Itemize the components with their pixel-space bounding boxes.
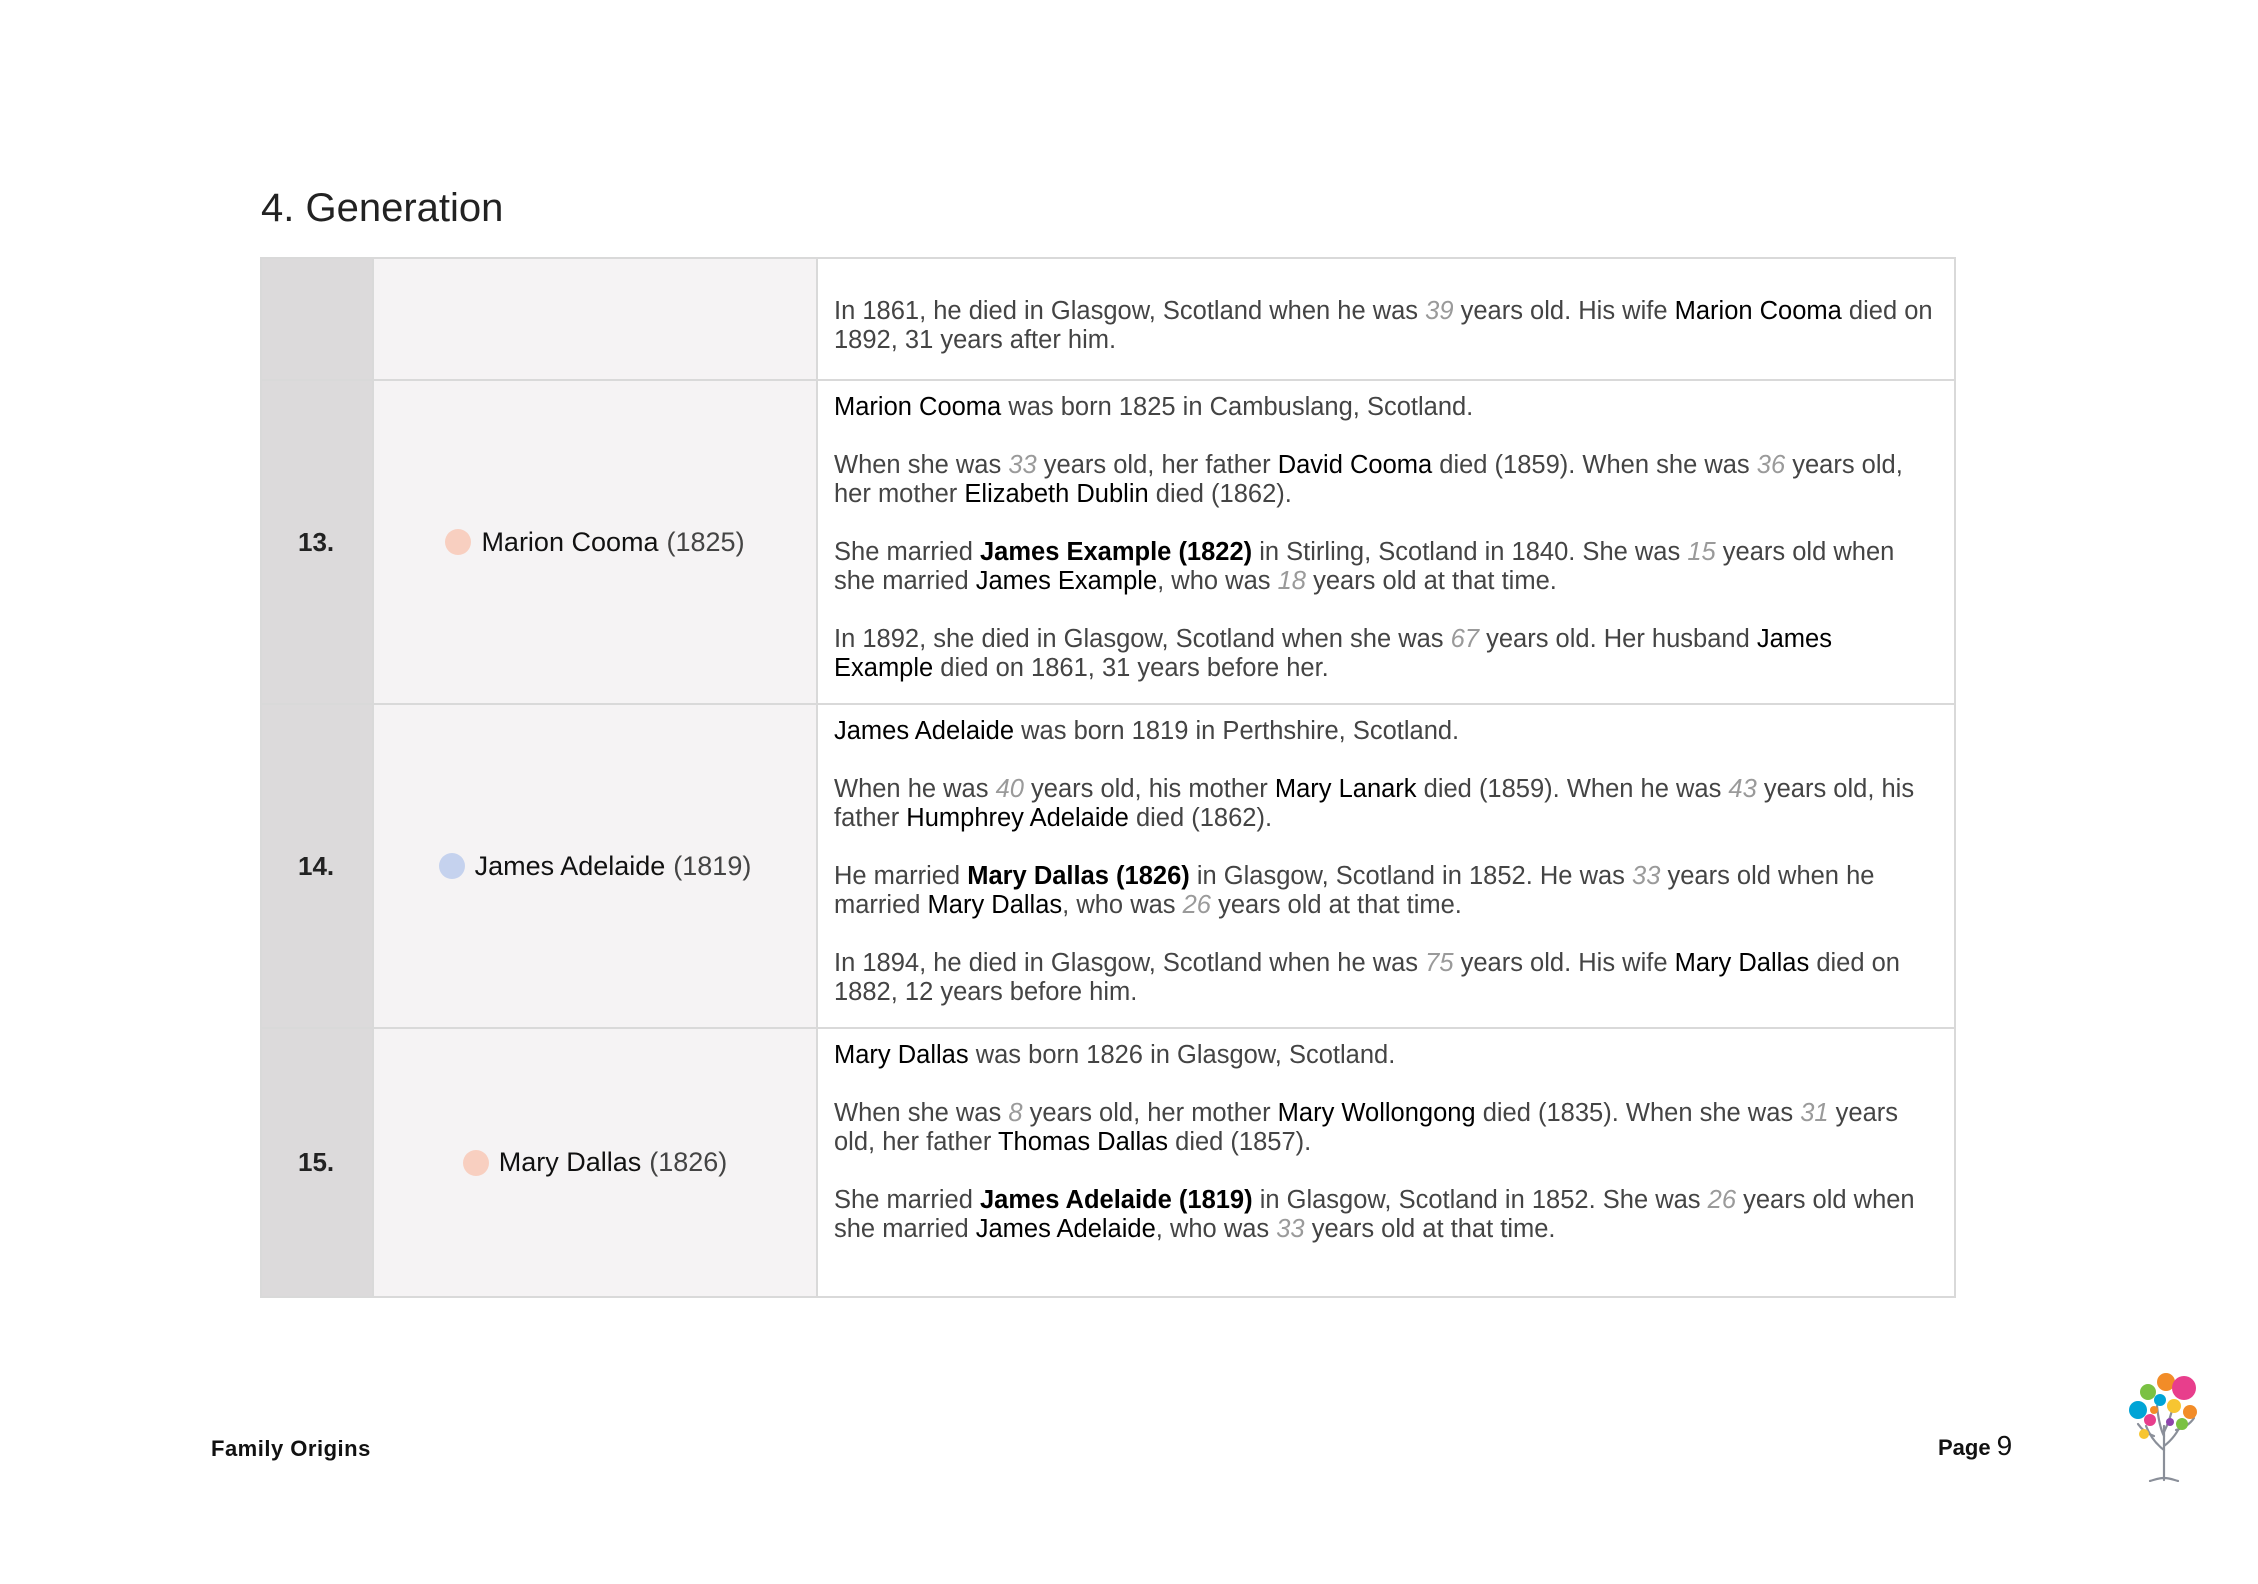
- footer-brand: Family Origins: [211, 1436, 371, 1461]
- age-value: 26: [1182, 891, 1211, 919]
- person-reference: James Adelaide (1819): [979, 1186, 1253, 1214]
- person-reference: Marion Cooma: [1674, 297, 1842, 325]
- person-entry[interactable]: [374, 527, 816, 558]
- tree-icon: [2124, 1366, 2204, 1482]
- age-value: 15: [1687, 538, 1716, 566]
- female-dot-icon: [463, 1150, 489, 1176]
- description-paragraph: In 1861, he died in Glasgow, Scotland when he was 39 years old. His wife Marion Cooma died on 1892, 31 years after him.: [834, 297, 1933, 354]
- person-reference: James Adelaide: [834, 717, 1015, 745]
- age-value: 33: [1276, 1215, 1305, 1243]
- generation-table: [260, 257, 1956, 1298]
- person-reference: David Cooma: [1277, 451, 1433, 479]
- description-paragraph: He married Mary Dallas (1826) in Glasgow, Scotland in 1852. He was 33 years old when he married Mary Dallas, who was 26 years old at that time.: [834, 862, 1875, 919]
- description-paragraph: James Adelaide was born 1819 in Perthshire, Scotland.: [834, 717, 1460, 745]
- person-reference: Humphrey Adelaide: [906, 804, 1129, 832]
- person-reference: Mary Dallas: [1674, 949, 1810, 977]
- page-label: Page: [1938, 1435, 1991, 1460]
- person-number: 13.: [298, 526, 335, 557]
- person-reference: Mary Lanark: [1274, 775, 1417, 803]
- female-dot-icon: [445, 529, 471, 555]
- description-cell: [817, 258, 1955, 380]
- person-reference: James Example: [975, 567, 1158, 595]
- table-row: [261, 258, 1955, 380]
- description-paragraph: When he was 40 years old, his mother Mary Lanark died (1859). When he was 43 years old, his father Humphrey Adelaide died (1862).: [834, 775, 1915, 832]
- person-entry[interactable]: [374, 851, 816, 882]
- age-value: 18: [1277, 567, 1306, 595]
- age-value: 8: [1008, 1099, 1023, 1127]
- person-reference: Mary Dallas (1826): [967, 862, 1190, 890]
- description-paragraph: She married James Adelaide (1819) in Glasgow, Scotland in 1852. She was 26 years old when she married James Adelaide, who was 33 years old at that time.: [834, 1186, 1915, 1243]
- name-cell: [373, 704, 817, 1028]
- person-reference: James Example (1822): [979, 538, 1253, 566]
- number-cell: [261, 1028, 373, 1297]
- description-cell: [817, 1028, 1955, 1297]
- person-name: Marion Cooma: [481, 526, 659, 557]
- page-number: 9: [1996, 1430, 2013, 1461]
- person-year: (1825): [666, 526, 745, 557]
- description-paragraph: Mary Dallas was born 1826 in Glasgow, Scotland.: [834, 1041, 1396, 1069]
- age-value: 67: [1450, 625, 1480, 653]
- name-cell: [373, 1028, 817, 1297]
- person-year: (1826): [649, 1147, 728, 1177]
- description-cell: [817, 704, 1955, 1028]
- person-reference: James Adelaide: [975, 1215, 1156, 1243]
- person-reference: Thomas Dallas: [997, 1128, 1169, 1156]
- age-value: 40: [995, 775, 1024, 803]
- age-value: 75: [1425, 949, 1454, 977]
- name-cell: [373, 258, 817, 380]
- age-value: 26: [1707, 1186, 1737, 1214]
- person-entry[interactable]: [374, 1147, 816, 1178]
- table-row: [261, 704, 1955, 1028]
- person-number: 14.: [298, 850, 335, 881]
- person-reference: Mary Dallas: [834, 1041, 969, 1069]
- name-cell: [373, 380, 817, 704]
- age-value: 39: [1425, 297, 1454, 325]
- description-paragraph: She married James Example (1822) in Stirling, Scotland in 1840. She was 15 years old when she married James Example, who was 18 years old at that time.: [834, 538, 1895, 595]
- description-paragraph: When she was 8 years old, her mother Mary Wollongong died (1835). When she was 31 years old, her father Thomas Dallas died (1857).: [834, 1099, 1899, 1156]
- number-cell: [261, 380, 373, 704]
- table-row: [261, 380, 1955, 704]
- description-cell: [817, 380, 1955, 704]
- age-value: 31: [1800, 1099, 1829, 1127]
- person-year: (1819): [673, 850, 752, 881]
- person-reference: Elizabeth Dublin: [964, 480, 1149, 508]
- person-reference: Mary Wollongong: [1277, 1099, 1476, 1127]
- description-paragraph: In 1894, he died in Glasgow, Scotland when he was 75 years old. His wife Mary Dallas died on 1882, 12 years before him.: [834, 949, 1900, 1006]
- number-cell: [261, 704, 373, 1028]
- person-reference: Marion Cooma: [834, 393, 1002, 421]
- page-title: 4. Generation: [261, 186, 504, 230]
- male-dot-icon: [439, 853, 465, 879]
- description-paragraph: Marion Cooma was born 1825 in Cambuslang, Scotland.: [834, 393, 1474, 421]
- person-reference: Mary Dallas: [927, 891, 1063, 919]
- person-name: Mary Dallas: [498, 1147, 642, 1177]
- person-name: James Adelaide: [474, 850, 666, 881]
- description-paragraph: In 1892, she died in Glasgow, Scotland when she was 67 years old. Her husband James Example died on 1861, 31 years before her.: [834, 625, 1832, 682]
- age-value: 36: [1756, 451, 1786, 479]
- age-value: 33: [1008, 451, 1037, 479]
- description-paragraph: When she was 33 years old, her father David Cooma died (1859). When she was 36 years old, her mother Elizabeth Dublin died (1862).: [834, 451, 1903, 508]
- page-number-footer: [1938, 1430, 2012, 1462]
- age-value: 43: [1728, 775, 1757, 803]
- person-reference: James Example: [834, 625, 1832, 682]
- table-row: [261, 1028, 1955, 1297]
- person-number: 15.: [298, 1147, 335, 1177]
- number-cell: [261, 258, 373, 380]
- age-value: 33: [1632, 862, 1661, 890]
